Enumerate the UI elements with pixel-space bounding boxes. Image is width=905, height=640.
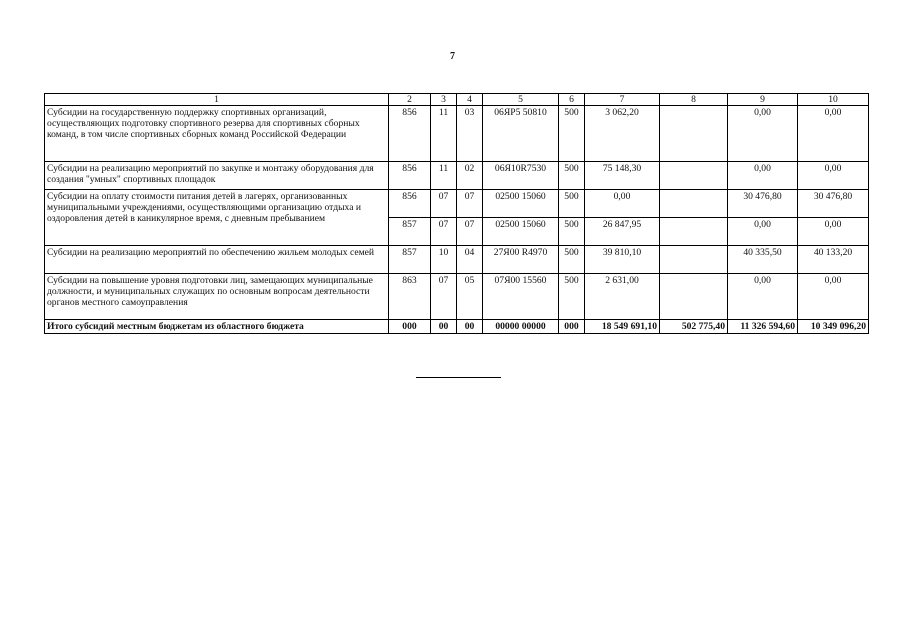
cell-subsection: 03 <box>457 106 483 162</box>
cell-expense-type: 500 <box>559 218 585 246</box>
header-row <box>45 94 869 106</box>
cell-col7: 39 810,10 <box>585 246 660 274</box>
total-col10: 10 349 096,20 <box>798 320 869 334</box>
row-name: Субсидии на реализацию мероприятий по закупке и монтажу оборудования для создания "умных" спортивных площадок <box>45 162 389 190</box>
cell-col10: 0,00 <box>798 218 869 246</box>
cell-target-code: 07Я00 15560 <box>483 274 559 320</box>
cell-subsection: 05 <box>457 274 483 320</box>
cell-col9: 0,00 <box>728 274 798 320</box>
header-col-4: 4 <box>457 94 483 106</box>
table-row <box>45 246 869 274</box>
cell-col7: 3 062,20 <box>585 106 660 162</box>
cell-col10: 30 476,80 <box>798 190 869 218</box>
cell-col9: 30 476,80 <box>728 190 798 218</box>
header-col-6: 6 <box>559 94 585 106</box>
cell-expense-type: 500 <box>559 162 585 190</box>
header-col-1: 1 <box>45 94 389 106</box>
cell-col9: 0,00 <box>728 162 798 190</box>
cell-col8 <box>660 246 728 274</box>
header-col-9: 9 <box>728 94 798 106</box>
total-expense-type: 000 <box>559 320 585 334</box>
cell-col10: 0,00 <box>798 274 869 320</box>
cell-subsection: 02 <box>457 162 483 190</box>
cell-expense-type: 500 <box>559 246 585 274</box>
cell-ministry: 863 <box>389 274 431 320</box>
cell-col7: 75 148,30 <box>585 162 660 190</box>
total-col7: 18 549 691,10 <box>585 320 660 334</box>
cell-col8 <box>660 190 728 218</box>
header-col-8: 8 <box>660 94 728 106</box>
cell-col10: 0,00 <box>798 106 869 162</box>
table-row <box>45 190 869 218</box>
cell-col9: 0,00 <box>728 106 798 162</box>
cell-target-code: 06Я10R7530 <box>483 162 559 190</box>
cell-subsection: 07 <box>457 218 483 246</box>
row-name: Субсидии на оплату стоимости питания детей в лагерях, организованных муниципальными учреждениями, осуществляющими организацию отдыха и оздоровления детей в каникулярное время, с дневным пребыванием <box>45 190 389 246</box>
row-name: Субсидии на реализацию мероприятий по обеспечению жильем молодых семей <box>45 246 389 274</box>
cell-expense-type: 500 <box>559 106 585 162</box>
cell-expense-type: 500 <box>559 190 585 218</box>
cell-col7: 2 631,00 <box>585 274 660 320</box>
cell-expense-type: 500 <box>559 274 585 320</box>
table-row <box>45 162 869 190</box>
row-name: Субсидии на повышение уровня подготовки лиц, замещающих муниципальные должности, и муниципальных служащих по основным вопросам деятельности органов местного самоуправления <box>45 274 389 320</box>
total-col8: 502 775,40 <box>660 320 728 334</box>
total-row <box>45 320 869 334</box>
cell-col10: 0,00 <box>798 162 869 190</box>
table-row <box>45 106 869 162</box>
cell-subsection: 04 <box>457 246 483 274</box>
cell-target-code: 02500 15060 <box>483 190 559 218</box>
total-label: Итого субсидий местным бюджетам из областного бюджета <box>45 320 389 334</box>
cell-section: 11 <box>431 106 457 162</box>
cell-col7: 26 847,95 <box>585 218 660 246</box>
cell-col7: 0,00 <box>585 190 660 218</box>
total-section: 00 <box>431 320 457 334</box>
total-target-code: 00000 00000 <box>483 320 559 334</box>
row-name: Субсидии на государственную поддержку спортивных организаций, осуществляющих подготовку спортивного резерва для спортивных сборных команд, в том числе спортивных сборных команд Российской Федерации <box>45 106 389 162</box>
cell-col8 <box>660 106 728 162</box>
cell-col8 <box>660 162 728 190</box>
subsidies-table <box>44 93 869 334</box>
cell-section: 11 <box>431 162 457 190</box>
table-row <box>45 274 869 320</box>
header-col-2: 2 <box>389 94 431 106</box>
page-number: 7 <box>450 51 455 62</box>
cell-target-code: 27Я00 R4970 <box>483 246 559 274</box>
cell-col8 <box>660 274 728 320</box>
total-subsection: 00 <box>457 320 483 334</box>
total-col9: 11 326 594,60 <box>728 320 798 334</box>
cell-ministry: 856 <box>389 162 431 190</box>
cell-section: 07 <box>431 274 457 320</box>
cell-col8 <box>660 218 728 246</box>
cell-ministry: 856 <box>389 190 431 218</box>
cell-section: 07 <box>431 218 457 246</box>
cell-section: 07 <box>431 190 457 218</box>
cell-ministry: 857 <box>389 246 431 274</box>
cell-ministry: 857 <box>389 218 431 246</box>
cell-ministry: 856 <box>389 106 431 162</box>
header-col-10: 10 <box>798 94 869 106</box>
cell-col10: 40 133,20 <box>798 246 869 274</box>
cell-target-code: 06ЯР5 50810 <box>483 106 559 162</box>
cell-section: 10 <box>431 246 457 274</box>
cell-subsection: 07 <box>457 190 483 218</box>
header-col-5: 5 <box>483 94 559 106</box>
cell-col9: 40 335,50 <box>728 246 798 274</box>
footer-divider <box>416 377 501 378</box>
total-ministry: 000 <box>389 320 431 334</box>
header-col-3: 3 <box>431 94 457 106</box>
cell-target-code: 02500 15060 <box>483 218 559 246</box>
header-col-7: 7 <box>585 94 660 106</box>
cell-col9: 0,00 <box>728 218 798 246</box>
